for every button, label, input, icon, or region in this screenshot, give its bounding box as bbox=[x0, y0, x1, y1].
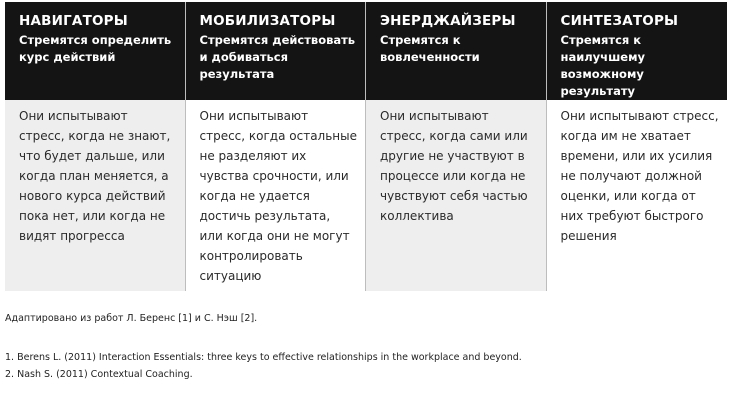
column-header bbox=[5, 2, 185, 100]
reference-item: 2. Nash S. (2011) Contextual Coaching. bbox=[5, 369, 193, 380]
column-header bbox=[186, 2, 366, 100]
column-body: Они испытывают стресс, когда не знают, что будет дальше, или когда план меняется, а нового курса действий пока нет, или когда не видят прогресса bbox=[5, 100, 185, 291]
column-subtitle: Стремятся действовать и добиваться результата bbox=[199, 33, 356, 81]
column-title: НАВИГАТОРЫ bbox=[19, 13, 128, 29]
column-header bbox=[366, 2, 546, 100]
personality-types-table bbox=[5, 2, 727, 291]
column-body: Они испытывают стресс, когда остальные не разделяют их чувства срочности, или когда не удается достичь результата, или когда они не могут контролировать ситуацию bbox=[186, 100, 366, 291]
references-list bbox=[5, 349, 522, 383]
column-title: СИНТЕЗАТОРЫ bbox=[560, 13, 679, 29]
column-subtitle: Стремятся к вовлеченности bbox=[380, 33, 480, 64]
source-note: Адаптировано из работ Л. Беренс [1] и С. Нэш [2]. bbox=[5, 313, 258, 324]
column-subtitle: Стремятся к наилучшему возможному результату bbox=[560, 33, 645, 98]
column-energizers bbox=[366, 2, 547, 291]
reference-item: 1. Berens L. (2011) Interaction Essentials: three keys to effective relationships in the workplace and beyond. bbox=[5, 352, 522, 363]
column-header bbox=[547, 2, 728, 100]
column-title: ЭНЕРДЖАЙЗЕРЫ bbox=[380, 13, 516, 29]
column-title: МОБИЛИЗАТОРЫ bbox=[199, 13, 336, 29]
column-body: Они испытывают стресс, когда сами или другие не участвуют в процессе или когда не чувствуют себя частью коллектива bbox=[366, 100, 546, 291]
column-body: Они испытывают стресс, когда им не хватает времени, или их усилия не получают должной оценки, или когда от них требуют быстрого решения bbox=[547, 100, 728, 291]
column-subtitle: Стремятся определить курс действий bbox=[19, 33, 172, 64]
column-navigators bbox=[5, 2, 186, 291]
column-mobilizers bbox=[186, 2, 367, 291]
column-synthesizers bbox=[547, 2, 728, 291]
